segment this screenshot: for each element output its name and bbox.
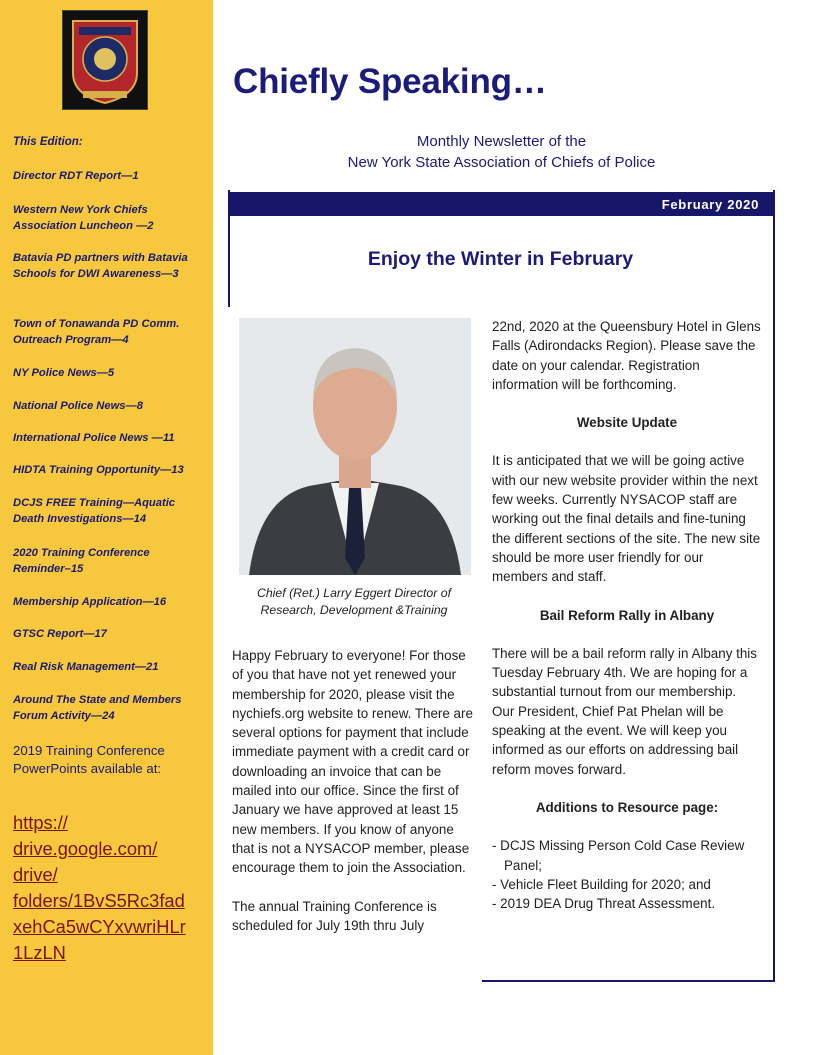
toc-item: Town of Tonawanda PD Comm. Outreach Program—4	[13, 318, 180, 346]
list-item: - DCJS Missing Person Cold Case Review Panel;	[492, 838, 745, 873]
date-band	[228, 192, 775, 216]
newsletter-subtitle	[228, 131, 775, 173]
section-heading: Website Update	[576, 415, 678, 431]
list-item: - 2019 DEA Drug Threat Assessment.	[492, 896, 716, 912]
toc-item: National Police News—8	[13, 400, 143, 412]
photo-caption: Chief (Ret.) Larry Eggert Director of Research, Development &Training	[256, 586, 452, 617]
article-paragraph: There will be a bail reform rally in Albany this Tuesday February 4th. We are hoping for a substantial turnout from our membership. Our President, Chief Pat Phelan will be speaking at the event. We will keep you informed as our efforts on addressing bail reform moves forward.	[492, 645, 757, 777]
toc-item: GTSC Report—17	[13, 628, 107, 640]
toc-item: Batavia PD partners with Batavia Schools for DWI Awareness—3	[13, 252, 188, 280]
toc-item: Director RDT Report—1	[13, 170, 139, 182]
section-heading: Bail Reform Rally in Albany	[539, 607, 715, 623]
newsletter-title: Chiefly Speaking…	[233, 62, 547, 101]
article-paragraph: The annual Training Conference is scheduled for July 19th thru July	[232, 898, 437, 933]
resource-list	[492, 836, 762, 913]
powerpoints-link[interactable]: https:// drive.google.com/ drive/ folders/1BvS5Rc3fad xehCa5wCYxvwriHLr 1LzLN	[13, 812, 186, 963]
article-headline: Enjoy the Winter in February	[367, 248, 634, 270]
toc-item: Around The State and Members Forum Activity—24	[13, 694, 182, 722]
toc-item: Real Risk Management—21	[13, 661, 159, 673]
sidebar	[0, 0, 213, 1055]
article-column-left	[232, 646, 477, 935]
powerpoints-note: 2019 Training Conference PowerPoints available at:	[13, 743, 165, 776]
toc-item: DCJS FREE Training—Aquatic Death Investigations—14	[13, 497, 176, 525]
subtitle-line: Monthly Newsletter of the	[416, 133, 587, 150]
frame-line	[773, 190, 775, 982]
issue-date: February 2020	[661, 197, 759, 212]
toc-item: International Police News —11	[13, 432, 175, 444]
frame-line	[482, 980, 775, 982]
toc-item: Membership Application—16	[13, 596, 167, 608]
section-heading: Additions to Resource page:	[535, 799, 719, 815]
article-paragraph: It is anticipated that we will be going active with our new website provider within the next few weeks. Currently NYSACOP staff are working out the final details and fine-tuning the different sections of the site. The new site should be more user friendly for our members and staff.	[492, 453, 761, 585]
toc-item: Western New York Chiefs Association Luncheon —2	[13, 204, 154, 232]
toc-item: 2020 Training Conference Reminder–15	[13, 547, 150, 575]
article-paragraph: Happy February to everyone! For those of you that have not yet renewed your membership for 2020, please visit the nychiefs.org website to renew. There are several options for payment that include immediate payment with a credit card or downloading an invoice that can be mailed into our office. Since the first of January we have approved at least 15 new members. If you know of anyone that is not a NYSACOP member, please encourage them to join the Association.	[232, 648, 473, 876]
toc-item: HIDTA Training Opportunity—13	[13, 464, 184, 476]
article-column-right	[492, 317, 762, 913]
list-item: - Vehicle Fleet Building for 2020; and	[492, 876, 711, 892]
subtitle-line: New York State Association of Chiefs of Police	[347, 154, 656, 171]
portrait-photo	[239, 318, 471, 575]
toc-heading: This Edition:	[13, 136, 83, 148]
toc-item: NY Police News—5	[13, 367, 115, 379]
association-logo	[62, 10, 148, 110]
article-paragraph: 22nd, 2020 at the Queensbury Hotel in Glens Falls (Adirondacks Region). Please save the date on your calendar. Registration information will be forthcoming.	[492, 319, 761, 392]
